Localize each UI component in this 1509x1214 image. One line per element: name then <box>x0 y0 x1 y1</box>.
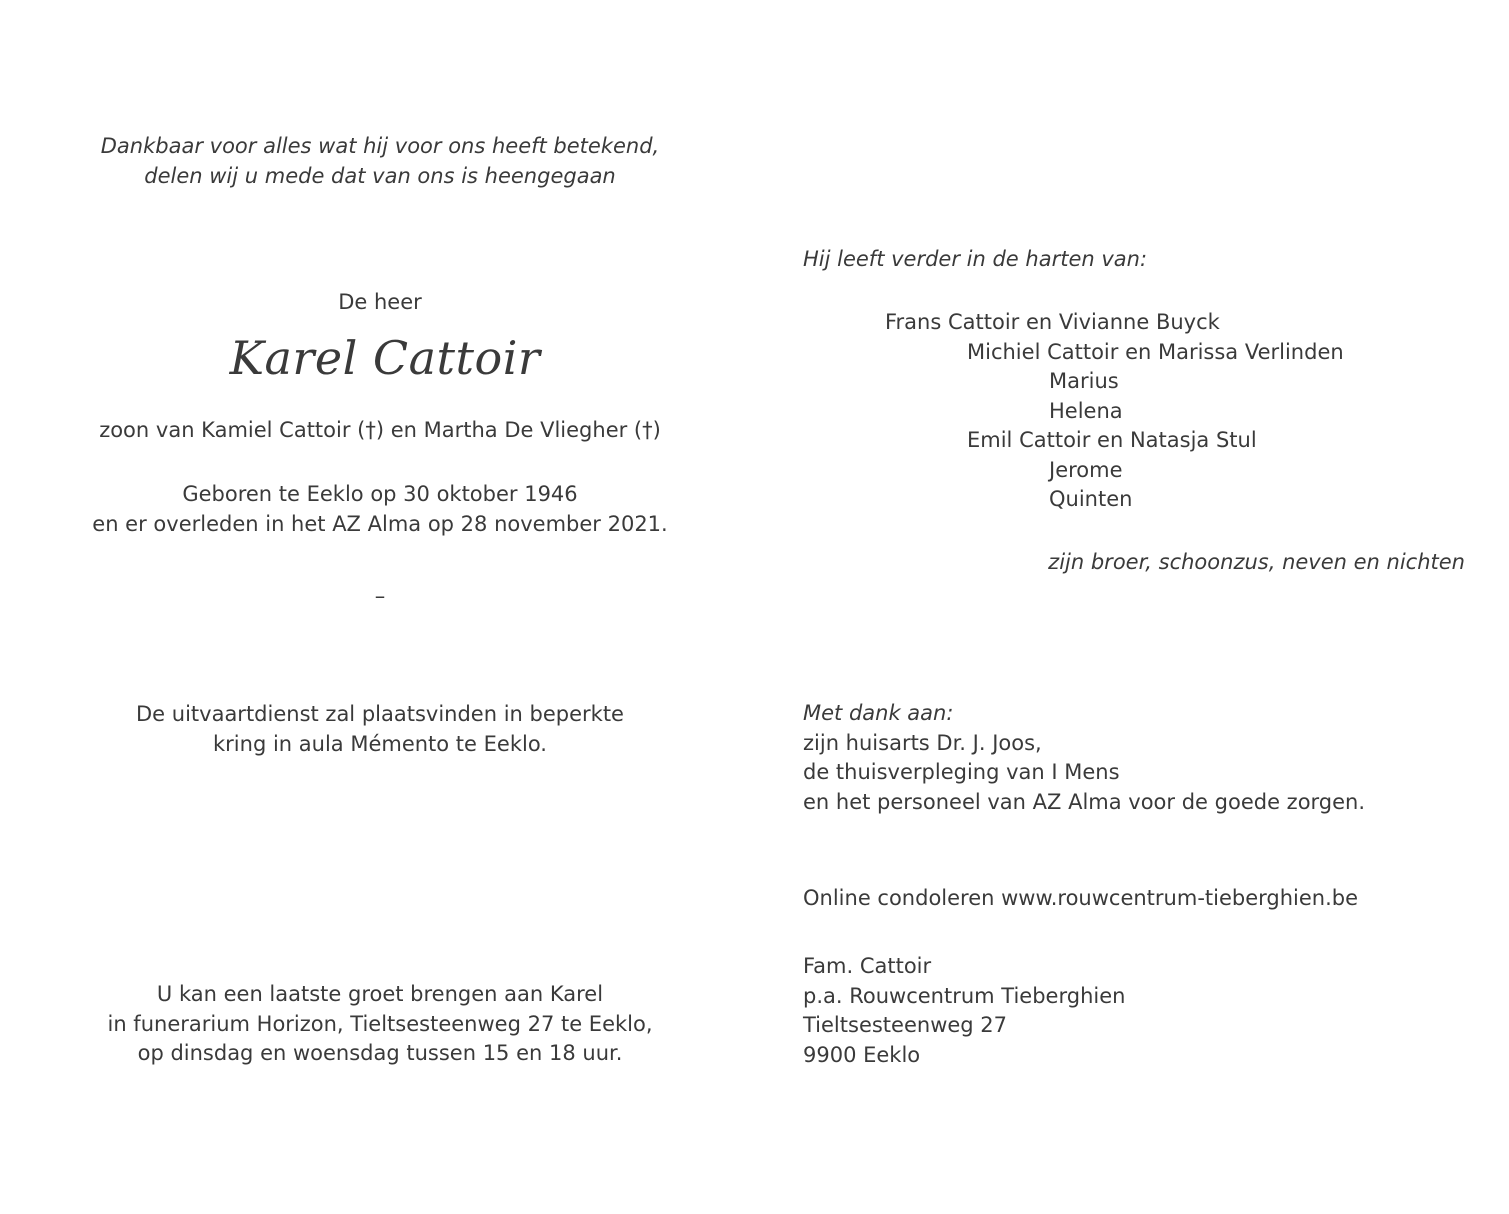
thanks-line-1: zijn huisarts Dr. J. Joos, <box>803 730 1042 755</box>
family-member: Quinten <box>1049 487 1133 511</box>
death-line: en er overleden in het AZ Alma op 28 november 2021. <box>92 511 668 536</box>
address-line-2: p.a. Rouwcentrum Tieberghien <box>803 983 1126 1008</box>
birth-line: Geboren te Eeklo op 30 oktober 1946 <box>182 482 578 506</box>
farewell-line-1: U kan een laatste groet brengen aan Karel <box>156 982 604 1006</box>
farewell-line-2: in funerarium Horizon, Tieltsesteenweg 27 te Eeklo, <box>107 1011 653 1036</box>
separator-dash: – <box>374 584 386 608</box>
thanks-text <box>803 699 1365 817</box>
thanks-line-3: en het personeel van AZ Alma voor de goede zorgen. <box>803 789 1366 814</box>
farewell-line-3: op dinsdag en woensdag tussen 15 en 18 uur. <box>137 1041 623 1065</box>
funeral-line-1: De uitvaartdienst zal plaatsvinden in beperkte <box>136 702 624 726</box>
family-list <box>803 308 1344 515</box>
funeral-text <box>60 700 700 759</box>
thanks-heading: Met dank aan: <box>803 701 954 725</box>
deceased-name: Karel Cattoir <box>229 331 541 385</box>
family-address <box>803 952 1125 1070</box>
online-condolence: Online condoleren www.rouwcentrum-tieberghien.be <box>803 886 1359 910</box>
family-member: Jerome <box>1049 457 1123 482</box>
address-line-1: Fam. Cattoir <box>803 954 932 978</box>
intro-text <box>60 132 700 191</box>
intro-line-2: delen wij u mede dat van ons is heengegaan <box>144 163 616 188</box>
birth-death-text <box>60 480 700 539</box>
survivors-closing: zijn broer, schoonzus, neven en nichten <box>1048 550 1465 574</box>
family-member: Marius <box>1049 369 1119 393</box>
family-member: Frans Cattoir en Vivianne Buyck <box>885 310 1220 334</box>
address-line-3: Tieltsesteenweg 27 <box>803 1013 1008 1037</box>
family-member: Emil Cattoir en Natasja Stul <box>967 428 1257 452</box>
family-member: Helena <box>1049 398 1123 423</box>
family-member: Michiel Cattoir en Marissa Verlinden <box>967 339 1344 364</box>
salutation: De heer <box>338 290 422 314</box>
funeral-line-2: kring in aula Mémento te Eeklo. <box>213 731 547 756</box>
survivors-heading: Hij leeft verder in de harten van: <box>803 247 1148 271</box>
parents-line: zoon van Kamiel Cattoir (†) en Martha De Vliegher (†) <box>99 418 661 442</box>
thanks-line-2: de thuisverpleging van I Mens <box>803 760 1120 784</box>
farewell-text <box>60 980 700 1069</box>
address-line-4: 9900 Eeklo <box>803 1042 921 1067</box>
intro-line-1: Dankbaar voor alles wat hij voor ons heeft betekend, <box>100 134 660 158</box>
